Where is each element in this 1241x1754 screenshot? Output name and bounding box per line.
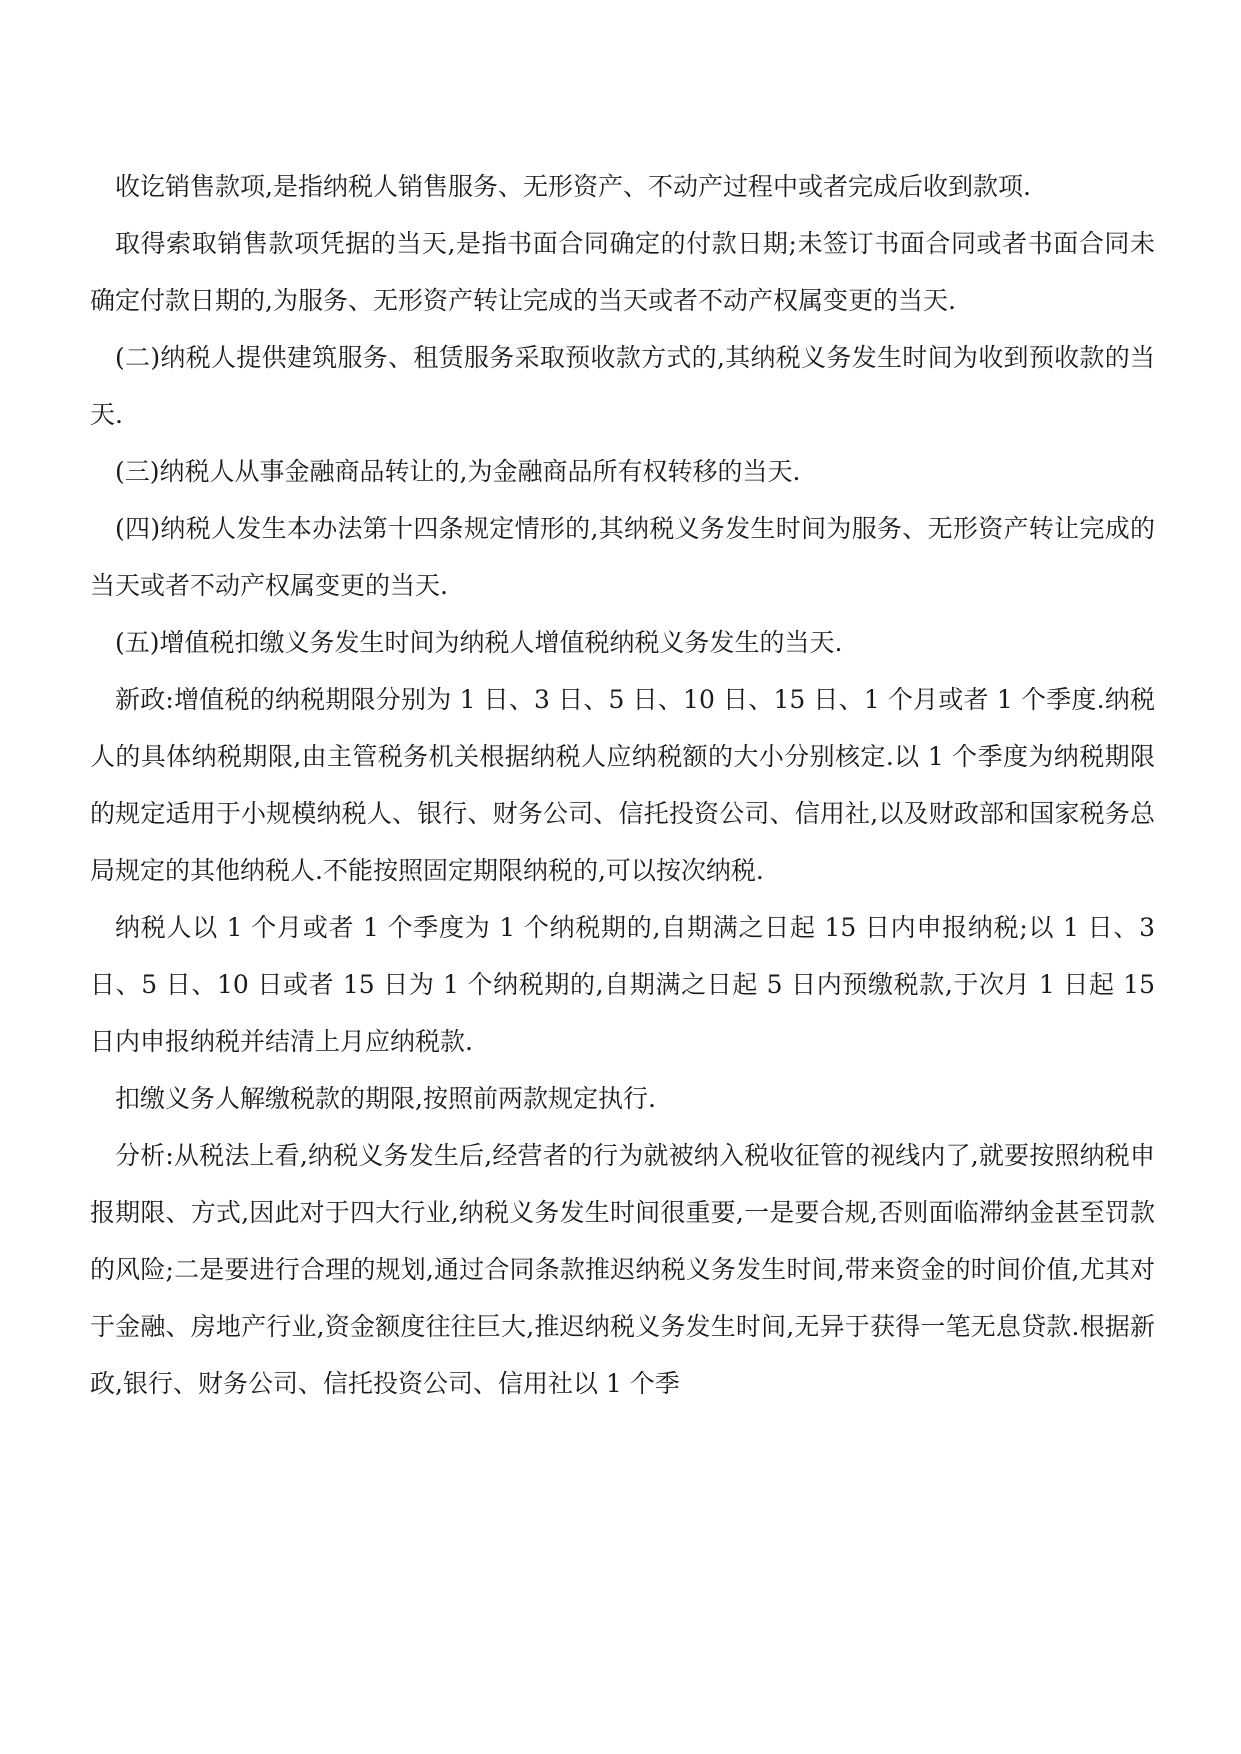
paragraph-new-policy-tax-period: 新政:增值税的纳税期限分别为 1 日、3 日、5 日、10 日、15 日、1 个月或者 1 个季度.纳税人的具体纳税期限,由主管税务机关根据纳税人应纳税额的大小分别核定.以 1 个季度为纳税期限的规定适用于小规模纳税人、银行、财务公司、信托投资公司、信用社,以及财政部和国家税务总局规定的其他纳税人.不能按照固定期限纳税的,可以按次纳税. <box>90 685 1155 885</box>
paragraph-withholding-remittance: 扣缴义务人解缴税款的期限,按照前两款规定执行. <box>115 1084 656 1113</box>
paragraph-item-3-financial-products: (三)纳税人从事金融商品转让的,为金融商品所有权转移的当天. <box>115 457 801 486</box>
paragraph-payment-received: 收讫销售款项,是指纳税人销售服务、无形资产、不动产过程中或者完成后收到款项. <box>115 172 1031 201</box>
document-body <box>90 158 1155 1412</box>
paragraph-item-5-withholding: (五)增值税扣缴义务发生时间为纳税人增值税纳税义务发生的当天. <box>115 628 843 657</box>
paragraph-item-4-article-14: (四)纳税人发生本办法第十四条规定情形的,其纳税义务发生时间为服务、无形资产转让完成的当天或者不动产权属变更的当天. <box>90 514 1155 600</box>
paragraph-payment-voucher-date: 取得索取销售款项凭据的当天,是指书面合同确定的付款日期;未签订书面合同或者书面合同未确定付款日期的,为服务、无形资产转让完成的当天或者不动产权属变更的当天. <box>90 229 1155 315</box>
paragraph-analysis: 分析:从税法上看,纳税义务发生后,经营者的行为就被纳入税收征管的视线内了,就要按照纳税申报期限、方式,因此对于四大行业,纳税义务发生时间很重要,一是要合规,否则面临滞纳金甚至罚款的风险;二是要进行合理的规划,通过合同条款推迟纳税义务发生时间,带来资金的时间价值,尤其对于金融、房地产行业,资金额度往往巨大,推迟纳税义务发生时间,无异于获得一笔无息贷款.根据新政,银行、财务公司、信托投资公司、信用社以 1 个季 <box>90 1141 1155 1398</box>
paragraph-item-2-prepayment: (二)纳税人提供建筑服务、租赁服务采取预收款方式的,其纳税义务发生时间为收到预收款的当天. <box>90 343 1155 429</box>
paragraph-filing-deadlines: 纳税人以 1 个月或者 1 个季度为 1 个纳税期的,自期满之日起 15 日内申报纳税;以 1 日、3 日、5 日、10 日或者 15 日为 1 个纳税期的,自期满之日起 5 日内预缴税款,于次月 1 日起 15 日内申报纳税并结清上月应纳税款. <box>90 913 1155 1056</box>
